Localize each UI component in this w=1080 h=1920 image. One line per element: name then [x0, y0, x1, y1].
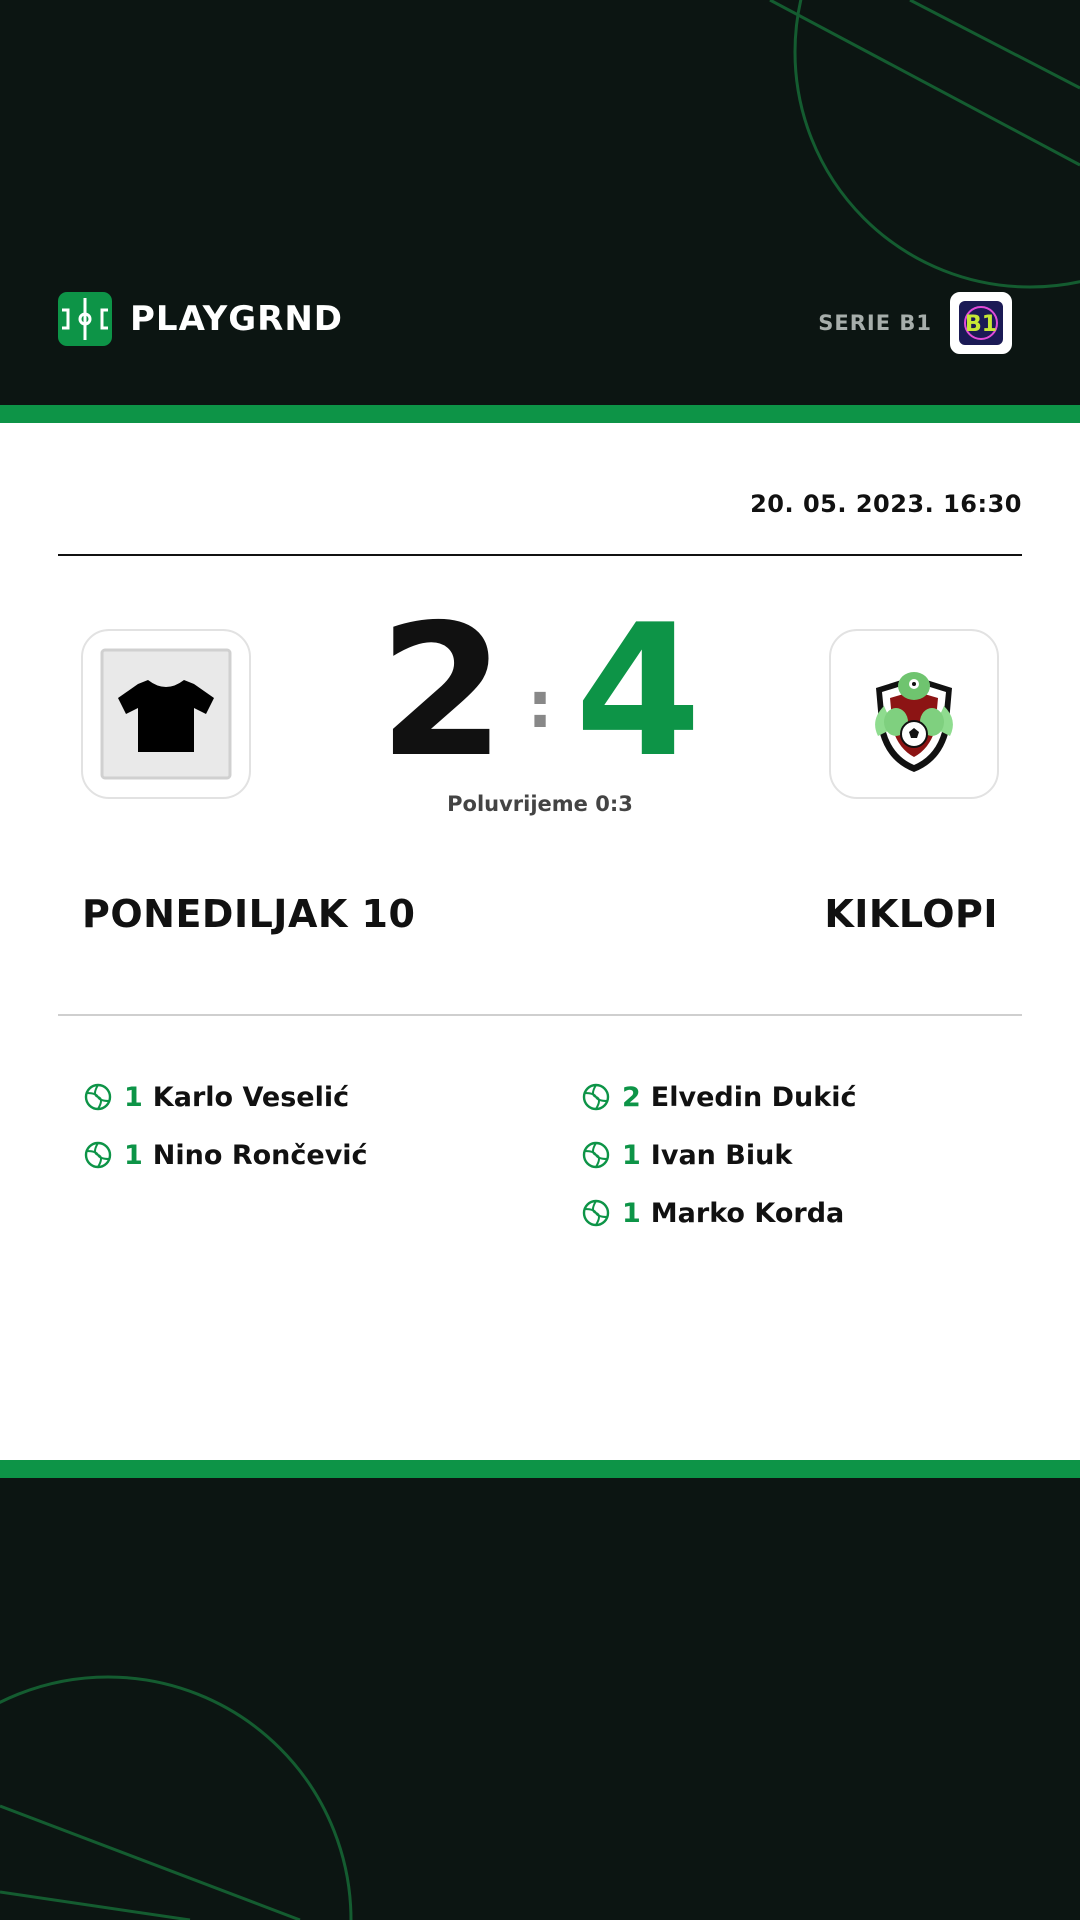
league-name: SERIE B1: [818, 311, 932, 335]
soccer-ball-icon: [582, 1083, 610, 1111]
goal-count: 1: [622, 1197, 641, 1229]
player-name: Karlo Veselić: [152, 1081, 350, 1113]
away-team-name: KIKLOPI: [824, 892, 998, 936]
soccer-ball-icon: [84, 1141, 112, 1169]
player-name: Elvedin Dukić: [650, 1081, 857, 1113]
away-scorers-list: [582, 1068, 856, 1242]
scorer-item: [84, 1068, 368, 1126]
scorer-item: [84, 1126, 368, 1184]
away-score: 4: [574, 585, 702, 797]
league-badge: [950, 292, 1012, 354]
brand: [58, 292, 343, 346]
score-separator: :: [527, 669, 553, 743]
player-name: Ivan Biuk: [650, 1139, 793, 1171]
home-team-name: PONEDILJAK 10: [82, 892, 416, 936]
soccer-ball-icon: [582, 1141, 610, 1169]
scorer-item: [582, 1184, 856, 1242]
home-score: 2: [378, 585, 506, 797]
footer-background: [0, 1478, 1080, 1920]
scorer-item: [582, 1126, 856, 1184]
match-datetime: 20. 05. 2023. 16:30: [750, 490, 1022, 518]
divider: [58, 554, 1022, 556]
shield-crest-icon: [844, 644, 984, 784]
divider: [58, 1014, 1022, 1016]
match-card: [0, 423, 1080, 1460]
soccer-ball-icon: [582, 1199, 610, 1227]
home-scorers-list: [84, 1068, 368, 1184]
bottom-accent-bar: [0, 1460, 1080, 1478]
league-info: [818, 292, 1012, 354]
pitch-icon: [58, 292, 112, 346]
halftime-score: Poluvrijeme 0:3: [447, 792, 633, 816]
scorer-item: [582, 1068, 856, 1126]
away-team-crest: [829, 629, 999, 799]
player-name: Marko Korda: [650, 1197, 845, 1229]
soccer-ball-icon: [84, 1083, 112, 1111]
player-name: Nino Rončević: [152, 1139, 368, 1171]
top-accent-bar: [0, 405, 1080, 423]
brand-name: PLAYGRND: [130, 299, 344, 339]
goal-count: 1: [622, 1139, 641, 1171]
pitch-lines-decoration: [0, 1478, 1080, 1920]
goal-count: 2: [622, 1081, 641, 1113]
league-badge-text: B1: [964, 312, 998, 337]
goal-count: 1: [124, 1139, 143, 1171]
league-logo: [959, 301, 1003, 345]
goal-count: 1: [124, 1081, 143, 1113]
